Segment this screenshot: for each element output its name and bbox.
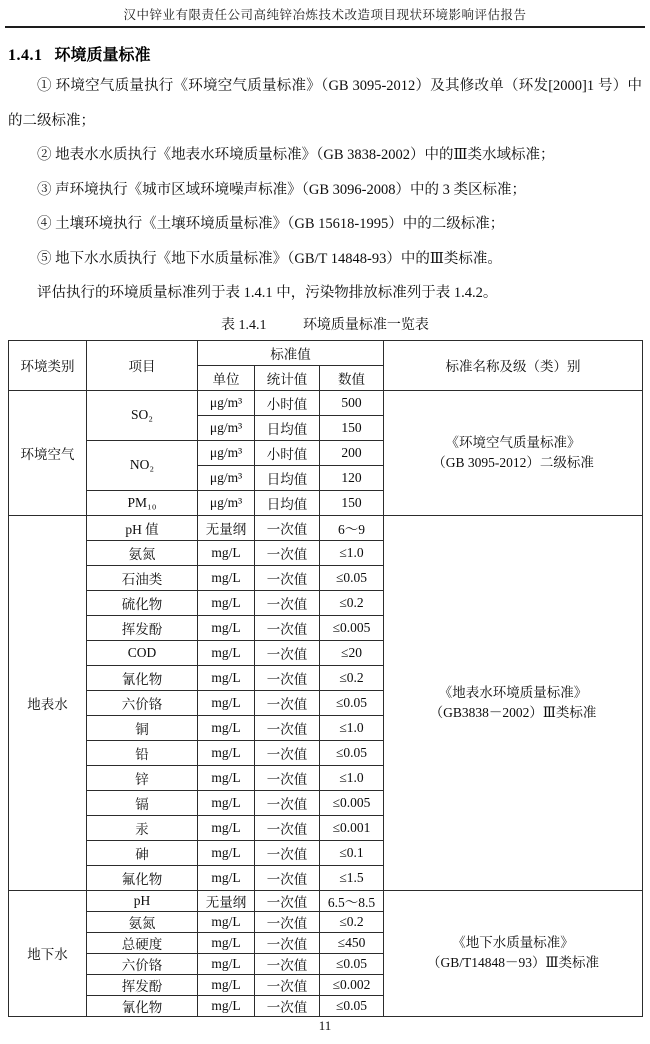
unit-cell: mg/L <box>198 640 255 665</box>
value-cell: 6.5～8.5 <box>320 890 384 911</box>
list-item-surface-water: ② 地表水水质执行《地表水环境质量标准》（GB 3838-2002）中的Ⅲ类水域标准； <box>37 147 555 163</box>
standards-table <box>8 340 643 1017</box>
item-cell: 石油类 <box>87 565 198 590</box>
value-cell: ≤0.005 <box>320 790 384 815</box>
stat-cell: 一次值 <box>255 932 320 953</box>
unit-cell: μg/m³ <box>198 440 255 465</box>
stat-cell: 一次值 <box>255 690 320 715</box>
item-cell: 六价铬 <box>87 690 198 715</box>
stat-cell: 一次值 <box>255 995 320 1016</box>
unit-cell: mg/L <box>198 715 255 740</box>
col-header-item: 项目 <box>87 340 198 390</box>
unit-cell: mg/L <box>198 765 255 790</box>
stat-cell: 一次值 <box>255 865 320 890</box>
col-header-standard-value: 标准值 <box>198 340 384 365</box>
value-cell: ≤1.0 <box>320 540 384 565</box>
value-cell: ≤0.05 <box>320 690 384 715</box>
item-cell: SO₂ <box>87 390 198 440</box>
stat-cell: 一次值 <box>255 974 320 995</box>
unit-cell: mg/L <box>198 840 255 865</box>
unit-cell: μg/m³ <box>198 390 255 415</box>
stat-cell: 小时值 <box>255 390 320 415</box>
unit-cell: mg/L <box>198 615 255 640</box>
stat-cell: 一次值 <box>255 590 320 615</box>
item-cell: 镉 <box>87 790 198 815</box>
item-cell: NO₂ <box>87 440 198 490</box>
stat-cell: 一次值 <box>255 790 320 815</box>
stat-cell: 一次值 <box>255 615 320 640</box>
item-cell: 总硬度 <box>87 932 198 953</box>
table-caption <box>8 314 642 334</box>
item-cell: 挥发酚 <box>87 615 198 640</box>
value-cell: 6～9 <box>320 515 384 540</box>
value-cell: ≤1.0 <box>320 765 384 790</box>
table-row <box>9 515 643 540</box>
unit-cell: μg/m³ <box>198 490 255 515</box>
item-cell: 氨氮 <box>87 911 198 932</box>
unit-cell: mg/L <box>198 953 255 974</box>
item-cell: 铅 <box>87 740 198 765</box>
unit-cell: mg/L <box>198 815 255 840</box>
item-cell: 挥发酚 <box>87 974 198 995</box>
item-cell: 锌 <box>87 765 198 790</box>
standard-name-line: （GB3838－2002）Ⅲ类标准 <box>429 704 597 720</box>
list-item-air: ① 环境空气质量执行《环境空气质量标准》（GB 3095-2012）及其修改单（环发[2000]1 号）中的二级标准； <box>8 78 642 129</box>
item-cell: pH <box>87 890 198 911</box>
item-cell: 硫化物 <box>87 590 198 615</box>
stat-cell: 一次值 <box>255 540 320 565</box>
standard-name-line: 《环境空气质量标准》 <box>445 434 581 450</box>
stat-cell: 一次值 <box>255 840 320 865</box>
value-cell: 500 <box>320 390 384 415</box>
value-cell: 150 <box>320 415 384 440</box>
table-row <box>9 890 643 911</box>
summary-paragraph: 评估执行的环境质量标准列于表 1.4.1 中，污染物排放标准列于表 1.4.2。 <box>37 285 498 301</box>
value-cell: ≤0.002 <box>320 974 384 995</box>
col-header-standard-name: 标准名称及级（类）别 <box>384 340 643 390</box>
stat-cell: 一次值 <box>255 665 320 690</box>
unit-cell: mg/L <box>198 790 255 815</box>
value-cell: 200 <box>320 440 384 465</box>
unit-cell: 无量纲 <box>198 515 255 540</box>
value-cell: ≤0.2 <box>320 665 384 690</box>
stat-cell: 日均值 <box>255 415 320 440</box>
standard-name-line: 《地下水质量标准》 <box>452 935 574 951</box>
item-cell: 汞 <box>87 815 198 840</box>
value-cell: ≤450 <box>320 932 384 953</box>
page-content <box>0 42 650 1017</box>
col-header-stat: 统计值 <box>255 365 320 390</box>
standard-name-cell-groundwater <box>384 890 643 1016</box>
stat-cell: 一次值 <box>255 565 320 590</box>
standard-name-line: （GB/T14848－93）Ⅲ类标准 <box>427 955 600 970</box>
unit-cell: μg/m³ <box>198 465 255 490</box>
unit-cell: mg/L <box>198 974 255 995</box>
standard-name-line: （GB 3095-2012）二级标准 <box>432 454 594 470</box>
standard-name-line: 《地表水环境质量标准》 <box>438 684 588 700</box>
item-cell: 氨氮 <box>87 540 198 565</box>
value-cell: ≤1.5 <box>320 865 384 890</box>
col-header-category: 环境类别 <box>9 340 87 390</box>
item-cell: 砷 <box>87 840 198 865</box>
value-cell: 150 <box>320 490 384 515</box>
unit-cell: mg/L <box>198 565 255 590</box>
value-cell: ≤0.1 <box>320 840 384 865</box>
section-heading <box>8 42 642 65</box>
stat-cell: 一次值 <box>255 953 320 974</box>
unit-cell: mg/L <box>198 540 255 565</box>
stat-cell: 一次值 <box>255 815 320 840</box>
unit-cell: 无量纲 <box>198 890 255 911</box>
col-header-unit: 单位 <box>198 365 255 390</box>
page-number: 11 <box>318 1018 332 1033</box>
unit-cell: mg/L <box>198 590 255 615</box>
value-cell: ≤0.001 <box>320 815 384 840</box>
item-cell: 六价铬 <box>87 953 198 974</box>
standard-name-cell-air <box>384 390 643 515</box>
category-cell-air: 环境空气 <box>9 390 87 515</box>
stat-cell: 日均值 <box>255 490 320 515</box>
value-cell: ≤1.0 <box>320 715 384 740</box>
col-header-value: 数值 <box>320 365 384 390</box>
table-header-row <box>9 340 643 365</box>
value-cell: 120 <box>320 465 384 490</box>
stat-cell: 一次值 <box>255 740 320 765</box>
item-cell: COD <box>87 640 198 665</box>
item-cell: PM₁₀ <box>87 490 198 515</box>
unit-cell: mg/L <box>198 740 255 765</box>
unit-cell: mg/L <box>198 865 255 890</box>
list-item-groundwater: ⑤ 地下水水质执行《地下水质量标准》（GB/T 14848-93）中的Ⅲ类标准。 <box>37 250 502 267</box>
unit-cell: mg/L <box>198 932 255 953</box>
item-cell: 氟化物 <box>87 865 198 890</box>
value-cell: ≤0.05 <box>320 565 384 590</box>
list-item-soil: ④ 土壤环境执行《土壤环境质量标准》（GB 15618-1995）中的二级标准； <box>37 216 505 232</box>
stat-cell: 一次值 <box>255 715 320 740</box>
page-footer <box>0 1018 650 1034</box>
item-cell: 铜 <box>87 715 198 740</box>
value-cell: ≤0.2 <box>320 911 384 932</box>
stat-cell: 日均值 <box>255 465 320 490</box>
stat-cell: 一次值 <box>255 890 320 911</box>
value-cell: ≤0.2 <box>320 590 384 615</box>
unit-cell: mg/L <box>198 911 255 932</box>
table-caption-title: 环境质量标准一览表 <box>302 317 429 333</box>
value-cell: ≤20 <box>320 640 384 665</box>
value-cell: ≤0.05 <box>320 995 384 1016</box>
unit-cell: mg/L <box>198 665 255 690</box>
value-cell: ≤0.05 <box>320 953 384 974</box>
category-cell-groundwater: 地下水 <box>9 890 87 1016</box>
item-cell: 氰化物 <box>87 995 198 1016</box>
item-cell: pH 值 <box>87 515 198 540</box>
category-cell-surface-water: 地表水 <box>9 515 87 890</box>
section-number: 1.4.1 <box>8 47 43 64</box>
stat-cell: 一次值 <box>255 515 320 540</box>
table-row <box>9 390 643 415</box>
list-item-noise: ③ 声环境执行《城市区域环境噪声标准》（GB 3096-2008）中的 3 类区标准； <box>37 181 526 198</box>
section-title: 环境质量标准 <box>54 47 151 64</box>
unit-cell: mg/L <box>198 995 255 1016</box>
stat-cell: 一次值 <box>255 765 320 790</box>
standard-name-cell-surface-water <box>384 515 643 890</box>
running-header <box>5 0 645 28</box>
stat-cell: 一次值 <box>255 911 320 932</box>
table-caption-label: 表 1.4.1 <box>221 317 267 333</box>
value-cell: ≤0.005 <box>320 615 384 640</box>
running-header-title: 汉中锌业有限责任公司高纯锌冶炼技术改造项目现状环境影响评估报告 <box>123 8 527 22</box>
value-cell: ≤0.05 <box>320 740 384 765</box>
item-cell: 氰化物 <box>87 665 198 690</box>
stat-cell: 小时值 <box>255 440 320 465</box>
unit-cell: mg/L <box>198 690 255 715</box>
unit-cell: μg/m³ <box>198 415 255 440</box>
stat-cell: 一次值 <box>255 640 320 665</box>
